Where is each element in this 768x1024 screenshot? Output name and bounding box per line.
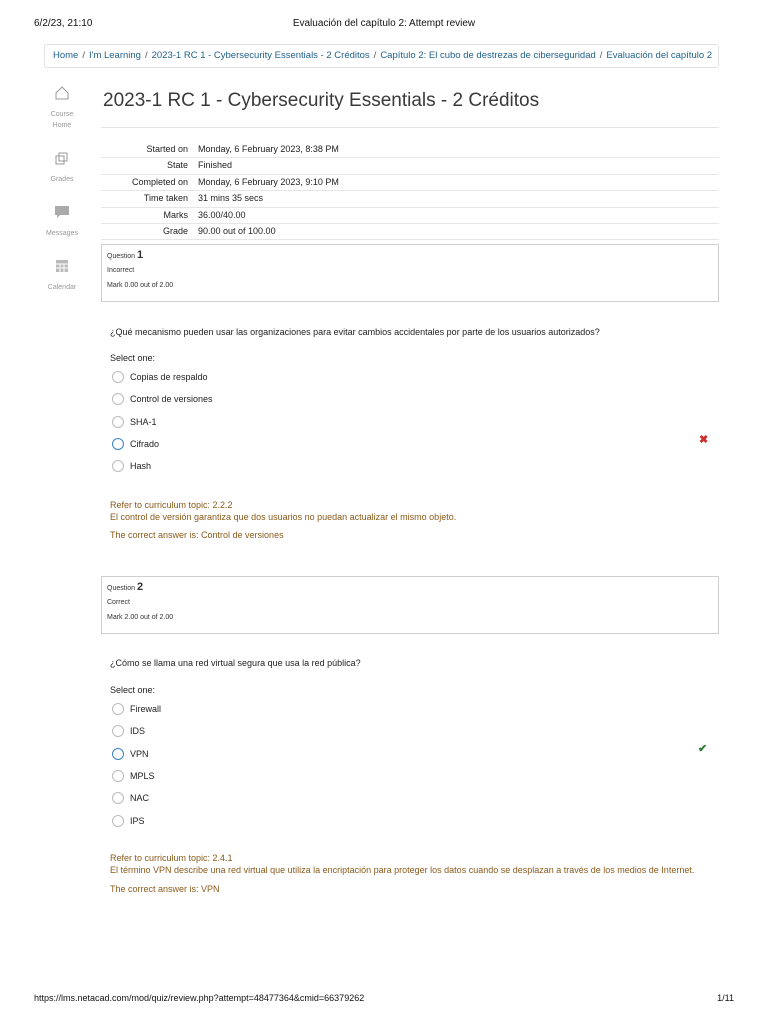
messages-icon bbox=[53, 203, 71, 226]
answer-label: Firewall bbox=[130, 704, 162, 715]
answer-label: Copias de respaldo bbox=[130, 372, 208, 383]
question-text: ¿Qué mecanismo pueden usar las organizaciones para evitar cambios accidentales por parte de los usuarios autorizados? bbox=[110, 327, 600, 337]
answer-label: Control de versiones bbox=[130, 394, 213, 405]
select-one-label: Select one: bbox=[110, 353, 156, 363]
summary-key: Time taken bbox=[143, 193, 188, 204]
feedback bbox=[110, 499, 456, 523]
radio-button-selected[interactable] bbox=[112, 748, 124, 760]
radio-button[interactable] bbox=[112, 416, 124, 428]
summary-key: Grade bbox=[162, 225, 188, 236]
answer-label: IDS bbox=[130, 726, 146, 737]
summary-key: Started on bbox=[146, 144, 188, 154]
answer-option[interactable] bbox=[112, 698, 161, 720]
summary-value: Monday, 6 February 2023, 9:10 PM bbox=[198, 176, 339, 187]
answer-option[interactable] bbox=[112, 720, 161, 742]
summary-key: Marks bbox=[163, 209, 188, 220]
breadcrumb-item-home[interactable]: Home bbox=[53, 50, 79, 61]
divider bbox=[101, 127, 719, 128]
radio-button[interactable] bbox=[112, 770, 124, 782]
breadcrumb-item-quiz[interactable]: Evaluación del capítulo 2 bbox=[606, 50, 713, 61]
sidebar-item-label: Messages bbox=[46, 230, 78, 237]
breadcrumb-item-chapter[interactable]: Capítulo 2: El cubo de destrezas de ciberseguridad bbox=[380, 50, 596, 61]
question-text: ¿Cómo se llama una red virtual segura que usa la red pública? bbox=[110, 658, 361, 668]
answer-option-selected[interactable] bbox=[112, 743, 161, 765]
answer-option[interactable] bbox=[112, 809, 161, 831]
radio-button[interactable] bbox=[112, 792, 124, 804]
page-number: 1/11 bbox=[717, 993, 734, 1003]
answer-label: Cifrado bbox=[130, 439, 160, 450]
sidebar bbox=[40, 84, 84, 311]
question-mark: Mark 0.00 out of 2.00 bbox=[107, 282, 174, 289]
summary-value: Monday, 6 February 2023, 8:38 PM bbox=[198, 144, 339, 154]
grades-icon bbox=[53, 149, 71, 172]
feedback-text: El término VPN describe una red virtual que utiliza la encriptación para proteger los datos cuando se desplazan a través de los medios de Internet. bbox=[110, 865, 695, 875]
answer-option[interactable] bbox=[112, 366, 213, 388]
answer-option-selected[interactable] bbox=[112, 433, 213, 455]
question-state: Correct bbox=[107, 599, 130, 606]
summary-value: Finished bbox=[198, 160, 233, 171]
correct-check-icon: ✔ bbox=[698, 743, 708, 755]
answer-label: VPN bbox=[130, 748, 149, 759]
incorrect-icon: ✖ bbox=[699, 434, 709, 446]
question-mark: Mark 2.00 out of 2.00 bbox=[107, 614, 174, 621]
attempt-summary-table bbox=[101, 142, 719, 240]
breadcrumb-item-learning[interactable]: I'm Learning bbox=[88, 50, 141, 61]
answer-label: IPS bbox=[130, 815, 145, 826]
summary-key: State bbox=[166, 160, 188, 171]
radio-button[interactable] bbox=[112, 460, 124, 472]
question-state: Incorrect bbox=[107, 267, 135, 274]
answer-label: Hash bbox=[130, 461, 152, 472]
feedback-text: El control de versión garantiza que dos usuarios no puedan actualizar el mismo objeto. bbox=[110, 512, 457, 522]
answer-label: NAC bbox=[130, 793, 150, 804]
answer-option[interactable] bbox=[112, 455, 213, 477]
feedback bbox=[110, 852, 694, 876]
answer-options bbox=[112, 698, 161, 832]
radio-button[interactable] bbox=[112, 725, 124, 737]
radio-button[interactable] bbox=[112, 703, 124, 715]
feedback-topic: Refer to curriculum topic: 2.2.2 bbox=[110, 500, 233, 510]
page-url: https://lms.netacad.com/mod/quiz/review.php?attempt=48477364&cmid=66379262 bbox=[34, 993, 365, 1003]
answer-label: SHA-1 bbox=[130, 416, 157, 427]
select-one-label: Select one: bbox=[110, 685, 156, 695]
radio-button[interactable] bbox=[112, 393, 124, 405]
calendar-icon bbox=[53, 257, 71, 280]
summary-row-marks bbox=[101, 208, 719, 224]
answer-option[interactable] bbox=[112, 388, 213, 410]
page-title: 2023-1 RC 1 - Cybersecurity Essentials - 2 Créditos bbox=[103, 90, 540, 111]
question-label: Question bbox=[107, 585, 136, 592]
radio-button-selected[interactable] bbox=[112, 438, 124, 450]
sidebar-item-messages[interactable] bbox=[40, 203, 84, 239]
answer-option[interactable] bbox=[112, 411, 213, 433]
summary-row-completed bbox=[101, 175, 719, 191]
answer-option[interactable] bbox=[112, 765, 161, 787]
answer-option[interactable] bbox=[112, 787, 161, 809]
question-info-box bbox=[101, 576, 719, 634]
breadcrumb: Home / I'm Learning / 2023-1 RC 1 - Cybersecurity Essentials - 2 Créditos / Capítulo 2: El cubo de destrezas de ciberseguridad / Evaluación del capítulo 2 bbox=[44, 44, 719, 68]
summary-key: Completed on bbox=[131, 176, 188, 187]
feedback-topic: Refer to curriculum topic: 2.4.1 bbox=[110, 853, 233, 863]
breadcrumb-item-course[interactable]: 2023-1 RC 1 - Cybersecurity Essentials - 2 Créditos bbox=[151, 50, 370, 61]
correct-answer: The correct answer is: VPN bbox=[110, 884, 220, 894]
sidebar-item-label: Calendar bbox=[47, 284, 77, 291]
print-title: Evaluación del capítulo 2: Attempt review bbox=[292, 18, 476, 29]
question-label: Question bbox=[107, 253, 136, 260]
summary-row-grade bbox=[101, 224, 719, 240]
radio-button[interactable] bbox=[112, 371, 124, 383]
question-info-box bbox=[101, 244, 719, 302]
summary-value: 36.00/40.00 bbox=[198, 209, 246, 220]
home-icon bbox=[53, 84, 71, 107]
sidebar-item-course-home[interactable] bbox=[40, 84, 84, 131]
summary-value: 90.00 out of 100.00 bbox=[198, 225, 276, 236]
sidebar-item-grades[interactable] bbox=[40, 149, 84, 185]
sidebar-item-calendar[interactable] bbox=[40, 257, 84, 293]
summary-row-time-taken bbox=[101, 191, 719, 207]
correct-answer: The correct answer is: Control de versiones bbox=[110, 530, 284, 540]
summary-row-started bbox=[101, 142, 719, 158]
summary-row-state bbox=[101, 158, 719, 174]
answer-options bbox=[112, 366, 213, 477]
summary-value: 31 mins 35 secs bbox=[198, 193, 264, 204]
print-date: 6/2/23, 21:10 bbox=[34, 18, 93, 29]
question-number: 1 bbox=[136, 249, 144, 261]
question-number: 2 bbox=[136, 581, 144, 593]
radio-button[interactable] bbox=[112, 815, 124, 827]
sidebar-item-label: Course Home bbox=[50, 111, 74, 129]
sidebar-item-label: Grades bbox=[50, 176, 74, 183]
answer-label: MPLS bbox=[130, 771, 155, 782]
